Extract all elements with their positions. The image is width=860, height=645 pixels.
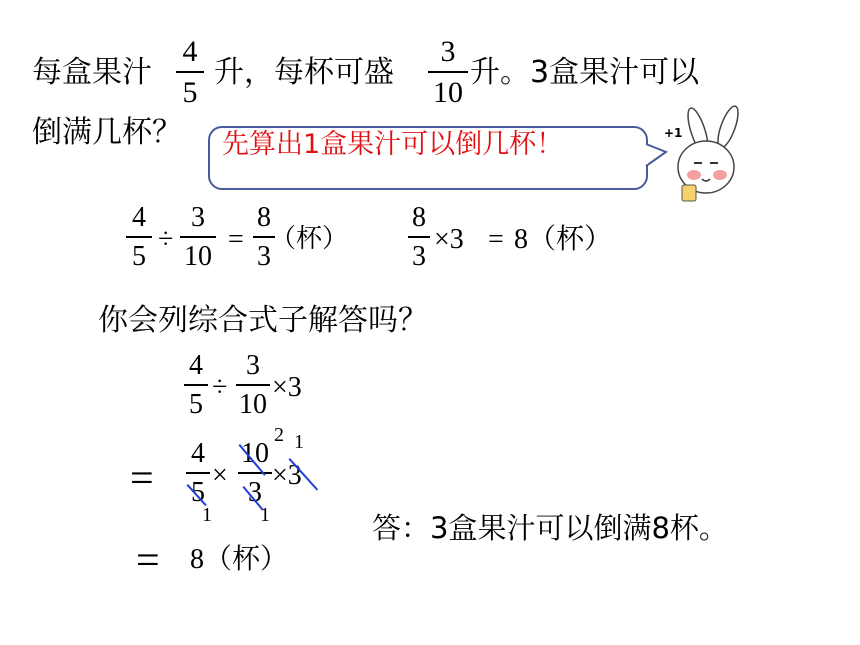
combined-line1-fraction-a: 4 5 [184, 352, 208, 419]
combined-line2-times: × [212, 460, 228, 491]
step1-fraction-result: 8 3 [253, 204, 275, 271]
step2-fraction: 8 3 [408, 204, 430, 271]
step1-divide-sign: ÷ [158, 224, 174, 255]
combined-line1-times-three: ×3 [272, 372, 302, 403]
hint-text: 先算出1盒果汁可以倒几杯！ [222, 129, 564, 160]
cancel-result-2: 1 [260, 504, 270, 526]
question-text: 你会列综合式子解答吗？ [98, 303, 428, 338]
problem-text-1: 每盒果汁 [32, 55, 152, 90]
problem-text-3: 升。3盒果汁可以 [470, 55, 700, 90]
combined-equals-2: = [136, 538, 160, 584]
problem-text-2: 升，每杯可盛 [214, 55, 394, 90]
combined-line2-fraction-b: 10 3 [238, 440, 272, 507]
fraction-three-tenths [428, 37, 468, 108]
cancel-result-4: 1 [294, 431, 304, 453]
combined-line1-divide: ÷ [212, 372, 228, 403]
combined-line2-fraction-a: 4 5 [186, 440, 210, 507]
combined-line1-fraction-b: 3 10 [236, 352, 270, 419]
badge-plus-one: +1 [664, 126, 683, 140]
cancel-result-1: 1 [202, 504, 212, 526]
step2-equals: = [488, 224, 504, 255]
denominator: 5 [182, 76, 198, 109]
step1-unit: （杯） [270, 224, 349, 253]
combined-equals-1: = [130, 456, 154, 502]
rabbit-mascot-icon [650, 105, 745, 205]
answer-text: 答：3盒果汁可以倒满8杯。 [372, 511, 728, 545]
numerator: 3 [440, 35, 456, 68]
denominator: 10 [433, 76, 463, 109]
step1-equals: = [228, 224, 244, 255]
problem-text-line2: 倒满几杯？ [32, 115, 182, 150]
step1-fraction-a: 4 5 [126, 204, 152, 271]
step1-fraction-b: 3 10 [180, 204, 216, 271]
step2-times-three: ×3 [434, 224, 464, 255]
combined-result: 8（杯） [190, 544, 289, 575]
fraction-four-fifths [176, 37, 204, 108]
step2-result: 8（杯） [514, 224, 613, 255]
combined-line2-times-three: ×3 [272, 460, 302, 491]
numerator: 4 [182, 35, 198, 68]
cancel-result-3: 2 [274, 424, 284, 446]
